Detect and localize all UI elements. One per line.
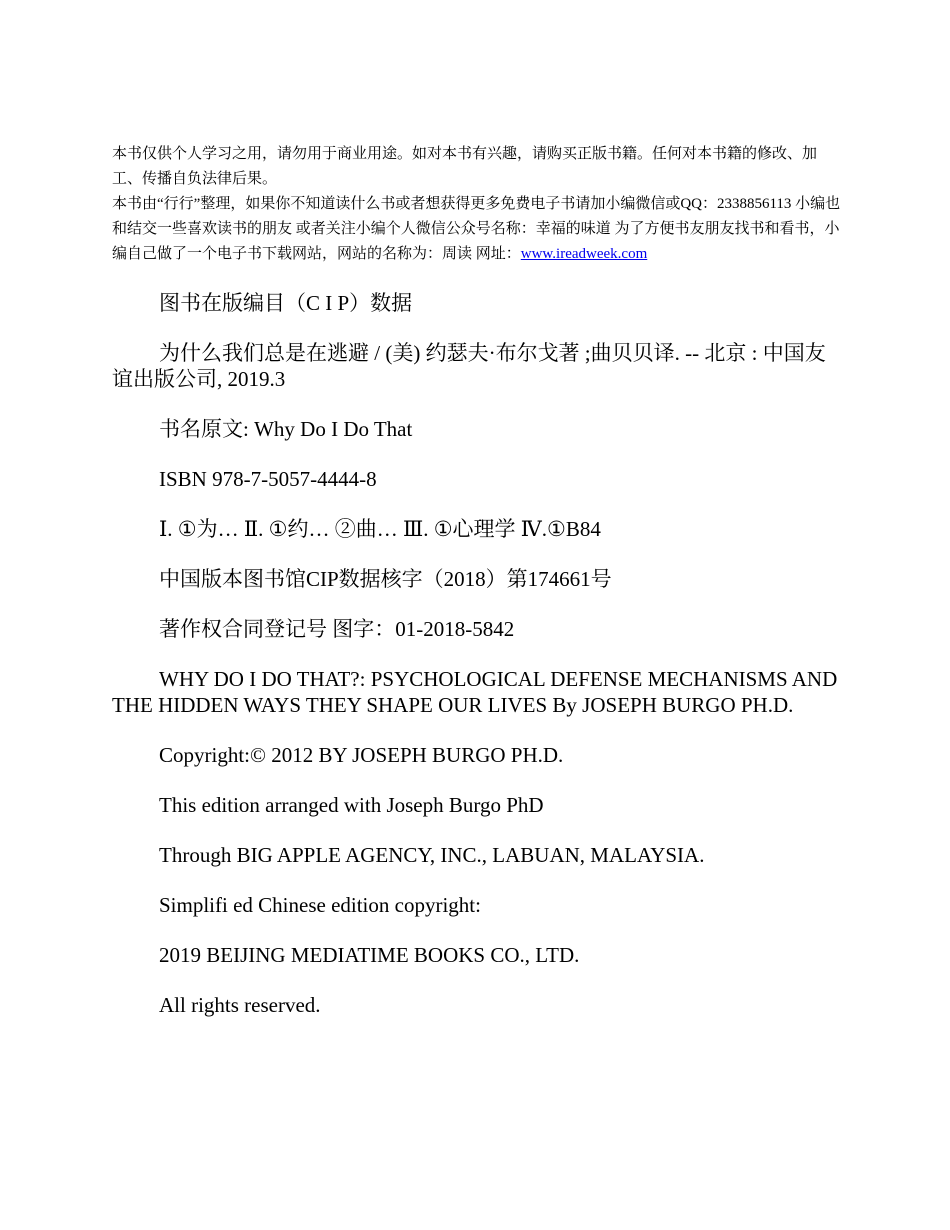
notice-source-text: 本书由“行行”整理，如果你不知道读什么书或者想获得更多免费电子书请加小编微信或QQ：2338856113 小编也和结交一些喜欢读书的朋友 或者关注小编个人微信公众号名称：幸福的味道 为了方便书友朋友找书和看书，小编自己做了一个电子书下载网站，网站的名称为：周读 网址： [112,196,841,262]
cip-isbn: ISBN 978-7-5057-4444-8 [159,467,377,491]
notice-block [112,142,842,267]
chinese-edition-copyright: Simplifi ed Chinese edition copyright: [159,893,481,917]
copyright-registration: 著作权合同登记号 图字：01-2018-5842 [159,617,515,641]
cip-body [112,290,842,1018]
publisher-line: 2019 BEIJING MEDIATIME BOOKS CO., LTD. [159,943,580,967]
edition-arrangement: This edition arranged with Joseph Burgo PhD [159,793,544,817]
cip-title-line: 为什么我们总是在逃避 / (美) 约瑟夫·布尔戈著 ;曲贝贝译. -- 北京 : 中国友谊出版公司, 2019.3 [112,341,826,391]
rights-reserved: All rights reserved. [159,993,321,1017]
copyright-line: Copyright:© 2012 BY JOSEPH BURGO PH.D. [159,743,564,767]
cip-classification: Ⅰ. ①为… Ⅱ. ①约… ②曲… Ⅲ. ①心理学 Ⅳ.①B84 [159,517,601,541]
original-work-title: WHY DO I DO THAT?: PSYCHOLOGICAL DEFENSE MECHANISMS AND THE HIDDEN WAYS THEY SHAPE OUR LIVES By JOSEPH BURGO PH.D. [112,667,838,717]
cip-original-title: 书名原文: Why Do I Do That [159,417,413,441]
cip-record-number: 中国版本图书馆CIP数据核字（2018）第174661号 [159,567,612,591]
document-page [112,142,842,1042]
cip-heading: 图书在版编目（C I P）数据 [159,291,413,315]
notice-source [112,192,842,267]
website-link[interactable]: www.ireadweek.com [520,246,648,262]
notice-copyright: 本书仅供个人学习之用，请勿用于商业用途。如对本书有兴趣，请购买正版书籍。任何对本书籍的修改、加工、传播自负法律后果。 [112,146,818,187]
agency-line: Through BIG APPLE AGENCY, INC., LABUAN, MALAYSIA. [159,843,705,867]
